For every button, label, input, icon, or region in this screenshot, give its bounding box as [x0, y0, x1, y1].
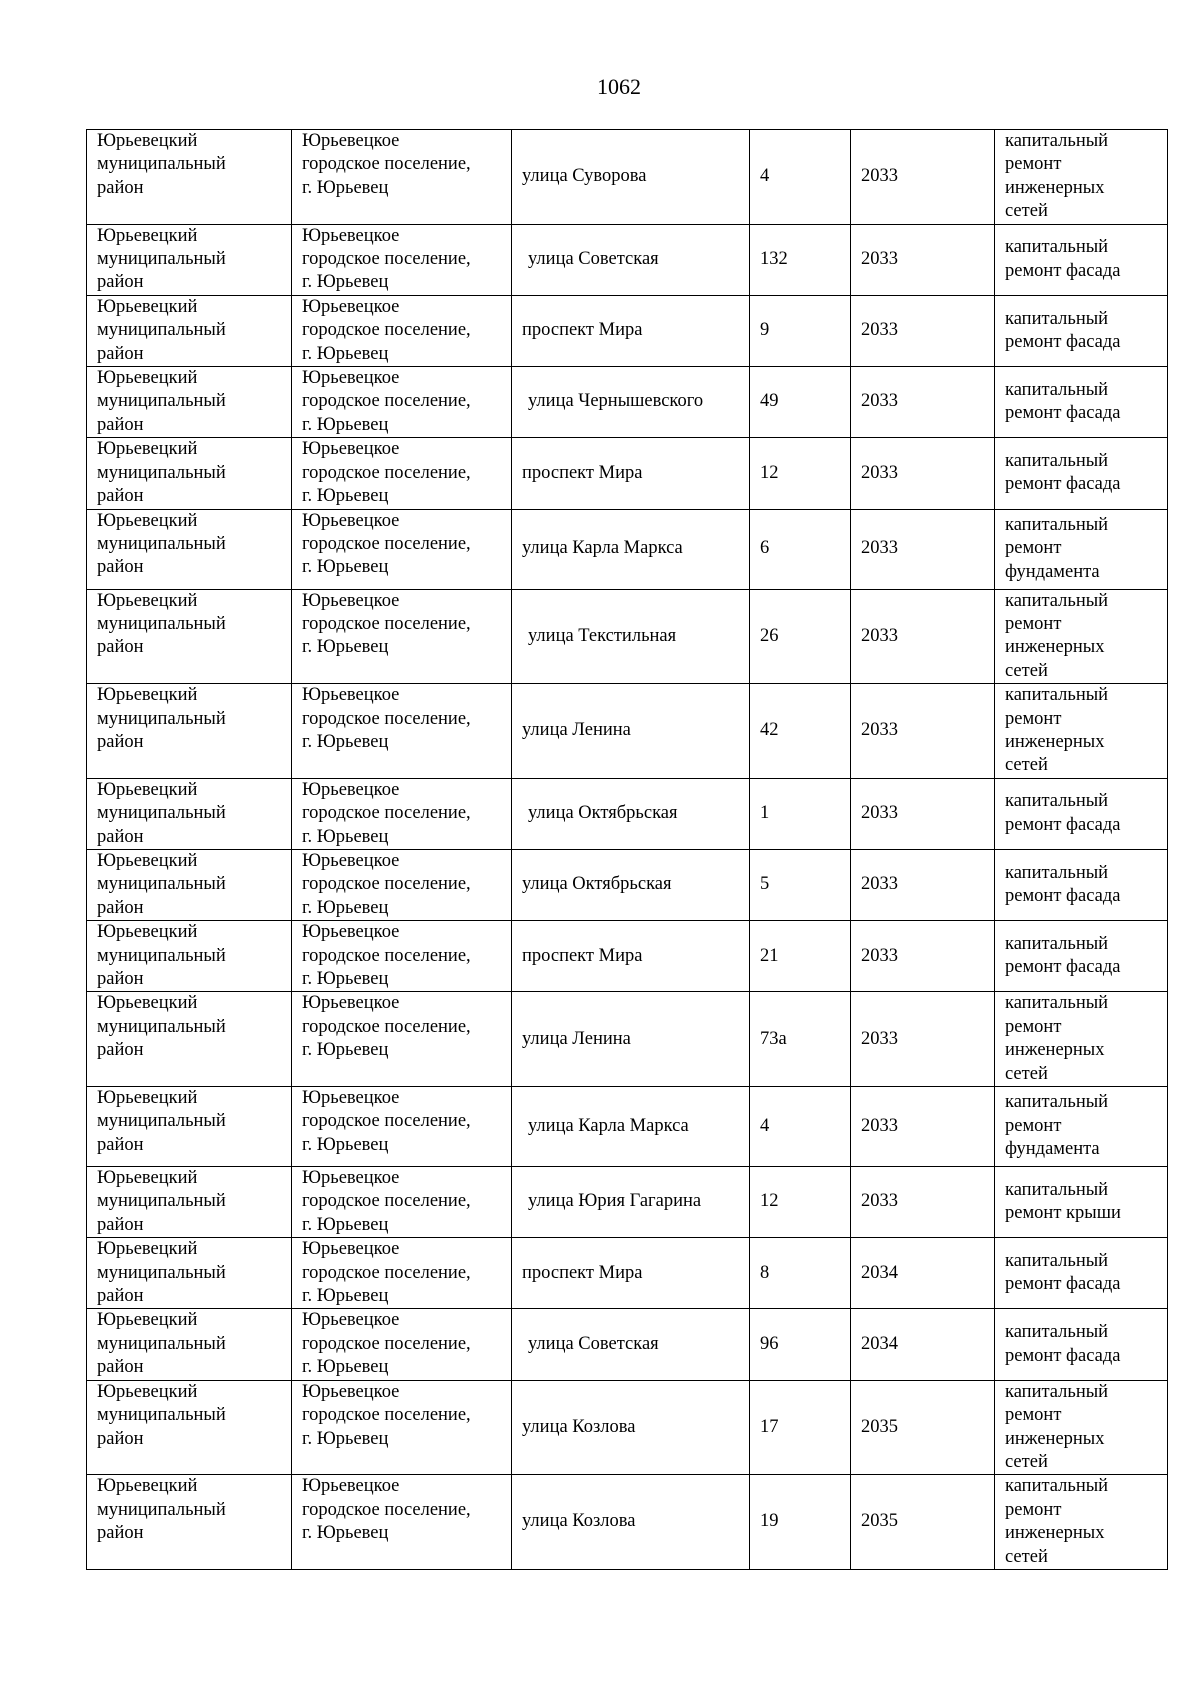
year-cell: 2033	[851, 224, 995, 295]
year-cell: 2035	[851, 1475, 995, 1570]
house-number-cell: 12	[750, 1167, 851, 1238]
work-type-cell: капитальный ремонт фасада	[995, 1238, 1168, 1309]
district-cell: Юрьевецкий муниципальный район	[87, 778, 292, 849]
house-number-cell: 49	[750, 367, 851, 438]
district-cell: Юрьевецкий муниципальный район	[87, 849, 292, 920]
year-cell: 2033	[851, 1167, 995, 1238]
district-cell: Юрьевецкий муниципальный район	[87, 295, 292, 366]
house-number-cell: 132	[750, 224, 851, 295]
year-cell: 2033	[851, 367, 995, 438]
house-number-cell: 6	[750, 509, 851, 589]
table-row	[87, 1380, 1168, 1475]
house-number-cell: 19	[750, 1475, 851, 1570]
street-cell: улица Карла Маркса	[512, 509, 750, 589]
work-type-cell: капитальный ремонт инженерных сетей	[995, 684, 1168, 779]
settlement-cell: Юрьевецкое городское поселение, г. Юрьевец	[292, 1380, 512, 1475]
table-row	[87, 992, 1168, 1087]
settlement-cell: Юрьевецкое городское поселение, г. Юрьевец	[292, 130, 512, 225]
district-cell: Юрьевецкий муниципальный район	[87, 1167, 292, 1238]
settlement-cell: Юрьевецкое городское поселение, г. Юрьевец	[292, 1475, 512, 1570]
work-type-cell: капитальный ремонт фасада	[995, 921, 1168, 992]
work-type-cell: капитальный ремонт инженерных сетей	[995, 992, 1168, 1087]
table-row	[87, 509, 1168, 589]
table-row	[87, 224, 1168, 295]
year-cell: 2034	[851, 1309, 995, 1380]
street-cell: проспект Мира	[512, 1238, 750, 1309]
settlement-cell: Юрьевецкое городское поселение, г. Юрьевец	[292, 1309, 512, 1380]
table-row	[87, 1309, 1168, 1380]
house-number-cell: 5	[750, 849, 851, 920]
work-type-cell: капитальный ремонт инженерных сетей	[995, 1475, 1168, 1570]
year-cell: 2033	[851, 778, 995, 849]
table-row	[87, 778, 1168, 849]
work-type-cell: капитальный ремонт фасада	[995, 1309, 1168, 1380]
street-cell: улица Ленина	[512, 992, 750, 1087]
table-row	[87, 130, 1168, 225]
work-type-cell: капитальный ремонт инженерных сетей	[995, 130, 1168, 225]
district-cell: Юрьевецкий муниципальный район	[87, 1087, 292, 1167]
settlement-cell: Юрьевецкое городское поселение, г. Юрьевец	[292, 1167, 512, 1238]
district-cell: Юрьевецкий муниципальный район	[87, 130, 292, 225]
street-cell: улица Козлова	[512, 1380, 750, 1475]
street-cell: улица Советская	[512, 224, 750, 295]
street-cell: улица Октябрьская	[512, 778, 750, 849]
district-cell: Юрьевецкий муниципальный район	[87, 1380, 292, 1475]
work-type-cell: капитальный ремонт инженерных сетей	[995, 1380, 1168, 1475]
year-cell: 2033	[851, 438, 995, 509]
street-cell: улица Юрия Гагарина	[512, 1167, 750, 1238]
house-number-cell: 12	[750, 438, 851, 509]
settlement-cell: Юрьевецкое городское поселение, г. Юрьевец	[292, 684, 512, 779]
house-number-cell: 9	[750, 295, 851, 366]
settlement-cell: Юрьевецкое городское поселение, г. Юрьевец	[292, 589, 512, 684]
house-number-cell: 21	[750, 921, 851, 992]
table-row	[87, 367, 1168, 438]
district-cell: Юрьевецкий муниципальный район	[87, 438, 292, 509]
year-cell: 2033	[851, 684, 995, 779]
year-cell: 2034	[851, 1238, 995, 1309]
district-cell: Юрьевецкий муниципальный район	[87, 224, 292, 295]
year-cell: 2033	[851, 589, 995, 684]
district-cell: Юрьевецкий муниципальный район	[87, 1238, 292, 1309]
table-row	[87, 1238, 1168, 1309]
house-number-cell: 4	[750, 1087, 851, 1167]
work-type-cell: капитальный ремонт фасада	[995, 849, 1168, 920]
repair-schedule-table	[86, 129, 1168, 1570]
table-row	[87, 438, 1168, 509]
street-cell: улица Карла Маркса	[512, 1087, 750, 1167]
settlement-cell: Юрьевецкое городское поселение, г. Юрьевец	[292, 1238, 512, 1309]
work-type-cell: капитальный ремонт крыши	[995, 1167, 1168, 1238]
table-row	[87, 684, 1168, 779]
settlement-cell: Юрьевецкое городское поселение, г. Юрьевец	[292, 295, 512, 366]
house-number-cell: 8	[750, 1238, 851, 1309]
work-type-cell: капитальный ремонт фасада	[995, 778, 1168, 849]
table-row	[87, 921, 1168, 992]
house-number-cell: 1	[750, 778, 851, 849]
table-row	[87, 1475, 1168, 1570]
street-cell: улица Суворова	[512, 130, 750, 225]
street-cell: проспект Мира	[512, 295, 750, 366]
table-row	[87, 1167, 1168, 1238]
district-cell: Юрьевецкий муниципальный район	[87, 589, 292, 684]
street-cell: улица Октябрьская	[512, 849, 750, 920]
street-cell: улица Ленина	[512, 684, 750, 779]
settlement-cell: Юрьевецкое городское поселение, г. Юрьевец	[292, 509, 512, 589]
district-cell: Юрьевецкий муниципальный район	[87, 684, 292, 779]
district-cell: Юрьевецкий муниципальный район	[87, 1475, 292, 1570]
house-number-cell: 73а	[750, 992, 851, 1087]
table-row	[87, 589, 1168, 684]
district-cell: Юрьевецкий муниципальный район	[87, 509, 292, 589]
settlement-cell: Юрьевецкое городское поселение, г. Юрьевец	[292, 224, 512, 295]
street-cell: улица Чернышевского	[512, 367, 750, 438]
settlement-cell: Юрьевецкое городское поселение, г. Юрьевец	[292, 438, 512, 509]
year-cell: 2033	[851, 849, 995, 920]
settlement-cell: Юрьевецкое городское поселение, г. Юрьевец	[292, 992, 512, 1087]
district-cell: Юрьевецкий муниципальный район	[87, 921, 292, 992]
table-row	[87, 849, 1168, 920]
year-cell: 2033	[851, 1087, 995, 1167]
work-type-cell: капитальный ремонт фасада	[995, 224, 1168, 295]
district-cell: Юрьевецкий муниципальный район	[87, 992, 292, 1087]
settlement-cell: Юрьевецкое городское поселение, г. Юрьевец	[292, 921, 512, 992]
year-cell: 2033	[851, 921, 995, 992]
work-type-cell: капитальный ремонт фасада	[995, 438, 1168, 509]
street-cell: проспект Мира	[512, 921, 750, 992]
street-cell: улица Козлова	[512, 1475, 750, 1570]
year-cell: 2033	[851, 130, 995, 225]
year-cell: 2033	[851, 509, 995, 589]
work-type-cell: капитальный ремонт фундамента	[995, 509, 1168, 589]
work-type-cell: капитальный ремонт фасада	[995, 295, 1168, 366]
street-cell: улица Советская	[512, 1309, 750, 1380]
table-row	[87, 1087, 1168, 1167]
house-number-cell: 26	[750, 589, 851, 684]
settlement-cell: Юрьевецкое городское поселение, г. Юрьевец	[292, 778, 512, 849]
table-row	[87, 295, 1168, 366]
house-number-cell: 96	[750, 1309, 851, 1380]
work-type-cell: капитальный ремонт инженерных сетей	[995, 589, 1168, 684]
street-cell: проспект Мира	[512, 438, 750, 509]
year-cell: 2035	[851, 1380, 995, 1475]
house-number-cell: 17	[750, 1380, 851, 1475]
house-number-cell: 4	[750, 130, 851, 225]
work-type-cell: капитальный ремонт фундамента	[995, 1087, 1168, 1167]
settlement-cell: Юрьевецкое городское поселение, г. Юрьевец	[292, 367, 512, 438]
year-cell: 2033	[851, 295, 995, 366]
page-number: 1062	[597, 74, 641, 99]
district-cell: Юрьевецкий муниципальный район	[87, 367, 292, 438]
street-cell: улица Текстильная	[512, 589, 750, 684]
house-number-cell: 42	[750, 684, 851, 779]
year-cell: 2033	[851, 992, 995, 1087]
work-type-cell: капитальный ремонт фасада	[995, 367, 1168, 438]
district-cell: Юрьевецкий муниципальный район	[87, 1309, 292, 1380]
settlement-cell: Юрьевецкое городское поселение, г. Юрьевец	[292, 849, 512, 920]
settlement-cell: Юрьевецкое городское поселение, г. Юрьевец	[292, 1087, 512, 1167]
